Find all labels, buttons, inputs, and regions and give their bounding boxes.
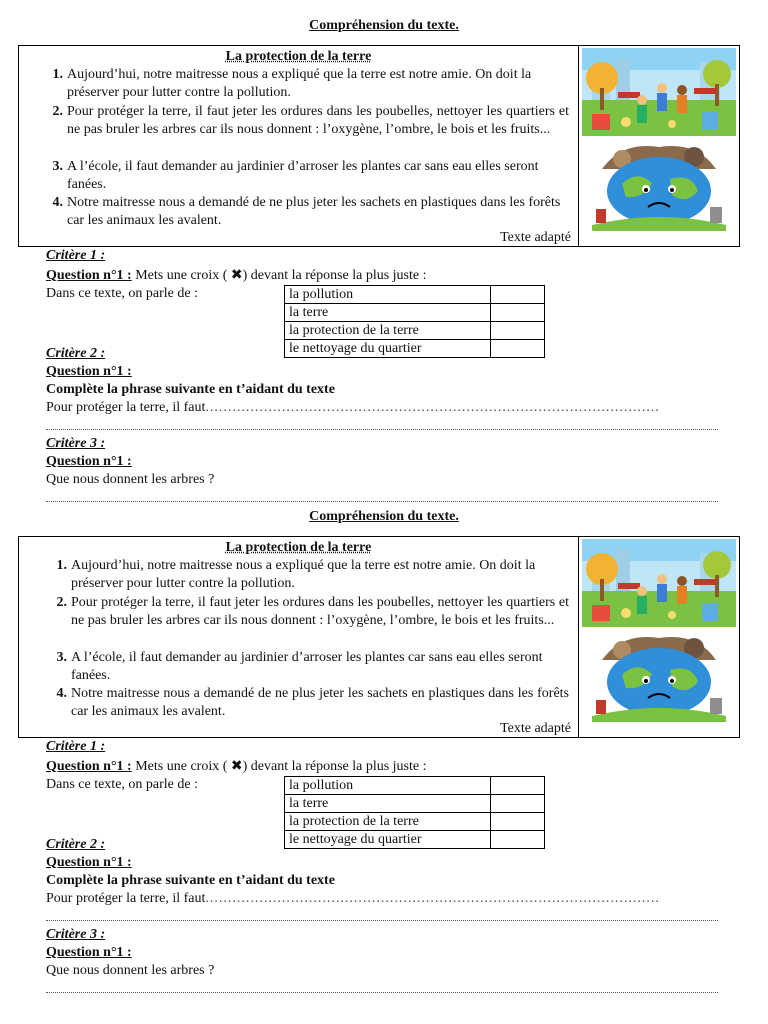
question-3-prompt: Que nous donnent les arbres ? [46,472,215,487]
critere-3-heading: Critère 3 : [46,927,106,942]
question-2-answer-line[interactable]: Pour protéger la terre, il faut..................................................................................................... [46,891,660,906]
worksheet-title: Compréhension du texte. [309,509,459,524]
answer-line[interactable] [46,428,718,430]
answer-checkbox[interactable] [491,795,545,813]
paragraph-number: 2. [52,104,63,119]
paragraph-number: 1. [52,67,63,82]
table-row [285,322,545,340]
answer-checkbox[interactable] [491,322,545,340]
park-cleanup-illustration-icon [582,539,736,627]
option-label: la protection de la terre [285,813,491,831]
table-row [285,286,545,304]
option-label: le nettoyage du quartier [285,831,491,849]
question-2-label: Question n°1 : [46,855,132,870]
paragraph-text: Notre maitresse nous a demandé de ne plus jeter les sachets en plastiques dans les forêts car les animaux les avalent. [71,686,569,719]
table-row [285,813,545,831]
critere-1-heading: Critère 1 : [46,739,106,754]
paragraph-text: Pour protéger la terre, il faut jeter les ordures dans les poubelles, nettoyer les quartiers et ne pas bruler les arbres car ils nous donnent : l’oxygène, l’ombre, le bois et les fruits... [67,104,569,137]
table-row [285,831,545,849]
paragraph-1 [56,557,569,593]
paragraph-number: 3. [52,159,63,174]
question-label: Question n°1 : [46,268,132,283]
table-row [285,340,545,358]
question-1 [46,267,427,284]
question-instruction: Mets une croix ( ✖) devant la réponse la plus juste : [135,759,427,774]
paragraph-text: Aujourd’hui, notre maitresse nous a expliqué que la terre est notre amie. On doit la préserver pour lutter contre la pollution. [67,67,532,100]
answer-line[interactable] [46,991,718,993]
paragraph-4 [56,685,569,721]
question-1 [46,758,427,775]
question-3-label: Question n°1 : [46,945,132,960]
paragraph-number: 4. [56,686,67,701]
table-row [285,795,545,813]
question-1-prompt: Dans ce texte, on parle de : [46,286,198,301]
reading-text-frame [18,536,740,738]
polluted-earth-illustration-icon [582,139,736,231]
answer-choices-table [284,776,545,849]
option-label: la terre [285,795,491,813]
paragraph-2 [52,103,569,139]
option-label: la pollution [285,777,491,795]
table-row [285,304,545,322]
polluted-earth-illustration-icon [582,630,736,722]
critere-1-heading: Critère 1 : [46,248,106,263]
option-label: le nettoyage du quartier [285,340,491,358]
text-source: Texte adapté [500,721,571,736]
paragraph-text: Aujourd’hui, notre maitresse nous a expliqué que la terre est notre amie. On doit la préserver pour lutter contre la pollution. [71,558,536,591]
answer-checkbox[interactable] [491,777,545,795]
park-cleanup-illustration-icon [582,48,736,136]
reading-text-frame [18,45,740,247]
paragraph-4 [52,194,569,230]
question-2-instruction: Complète la phrase suivante en t’aidant du texte [46,382,335,397]
critere-2-heading: Critère 2 : [46,346,106,361]
critere-2-heading: Critère 2 : [46,837,106,852]
paragraph-3 [52,158,569,194]
question-3-prompt: Que nous donnent les arbres ? [46,963,215,978]
paragraph-number: 1. [56,558,67,573]
paragraph-3 [56,649,569,685]
answer-checkbox[interactable] [491,340,545,358]
worksheet-title: Compréhension du texte. [309,18,459,33]
paragraph-number: 4. [52,195,63,210]
answer-checkbox[interactable] [491,813,545,831]
paragraph-number: 2. [56,595,67,610]
answer-choices-table [284,285,545,358]
question-instruction: Mets une croix ( ✖) devant la réponse la plus juste : [135,268,427,283]
text-title: La protection de la terre [225,540,372,555]
answer-checkbox[interactable] [491,831,545,849]
question-1-prompt: Dans ce texte, on parle de : [46,777,198,792]
paragraph-number: 3. [56,650,67,665]
option-label: la pollution [285,286,491,304]
paragraph-text: A l’école, il faut demander au jardinier d’arroser les plantes car sans eau elles seront fanées. [71,650,543,683]
worksheet-copy-1 [0,0,768,492]
question-label: Question n°1 : [46,759,132,774]
critere-3-heading: Critère 3 : [46,436,106,451]
question-2-instruction: Complète la phrase suivante en t’aidant du texte [46,873,335,888]
paragraph-text: A l’école, il faut demander au jardinier d’arroser les plantes car sans eau elles seront fanées. [67,159,539,192]
option-label: la protection de la terre [285,322,491,340]
paragraph-2 [56,594,569,630]
question-2-prompt: Pour protéger la terre, il faut [46,400,206,415]
question-2-label: Question n°1 : [46,364,132,379]
paragraph-text: Pour protéger la terre, il faut jeter les ordures dans les poubelles, nettoyer les quartiers et ne pas bruler les arbres car ils nous donnent : l’oxygène, l’ombre, le bois et les fruits... [71,595,569,628]
question-2-answer-line[interactable]: Pour protéger la terre, il faut..................................................................................................... [46,400,660,415]
answer-checkbox[interactable] [491,286,545,304]
text-source: Texte adapté [500,230,571,245]
answer-checkbox[interactable] [491,304,545,322]
frame-divider [578,46,579,246]
option-label: la terre [285,304,491,322]
question-2-prompt: Pour protéger la terre, il faut [46,891,206,906]
paragraph-text: Notre maitresse nous a demandé de ne plus jeter les sachets en plastiques dans les forêts car les animaux les avalent. [67,195,561,228]
frame-divider [578,537,579,737]
table-row [285,777,545,795]
answer-line[interactable] [46,919,718,921]
paragraph-1 [52,66,569,102]
question-3-label: Question n°1 : [46,454,132,469]
worksheet-copy-2 [0,491,768,983]
text-title: La protection de la terre [225,49,372,64]
